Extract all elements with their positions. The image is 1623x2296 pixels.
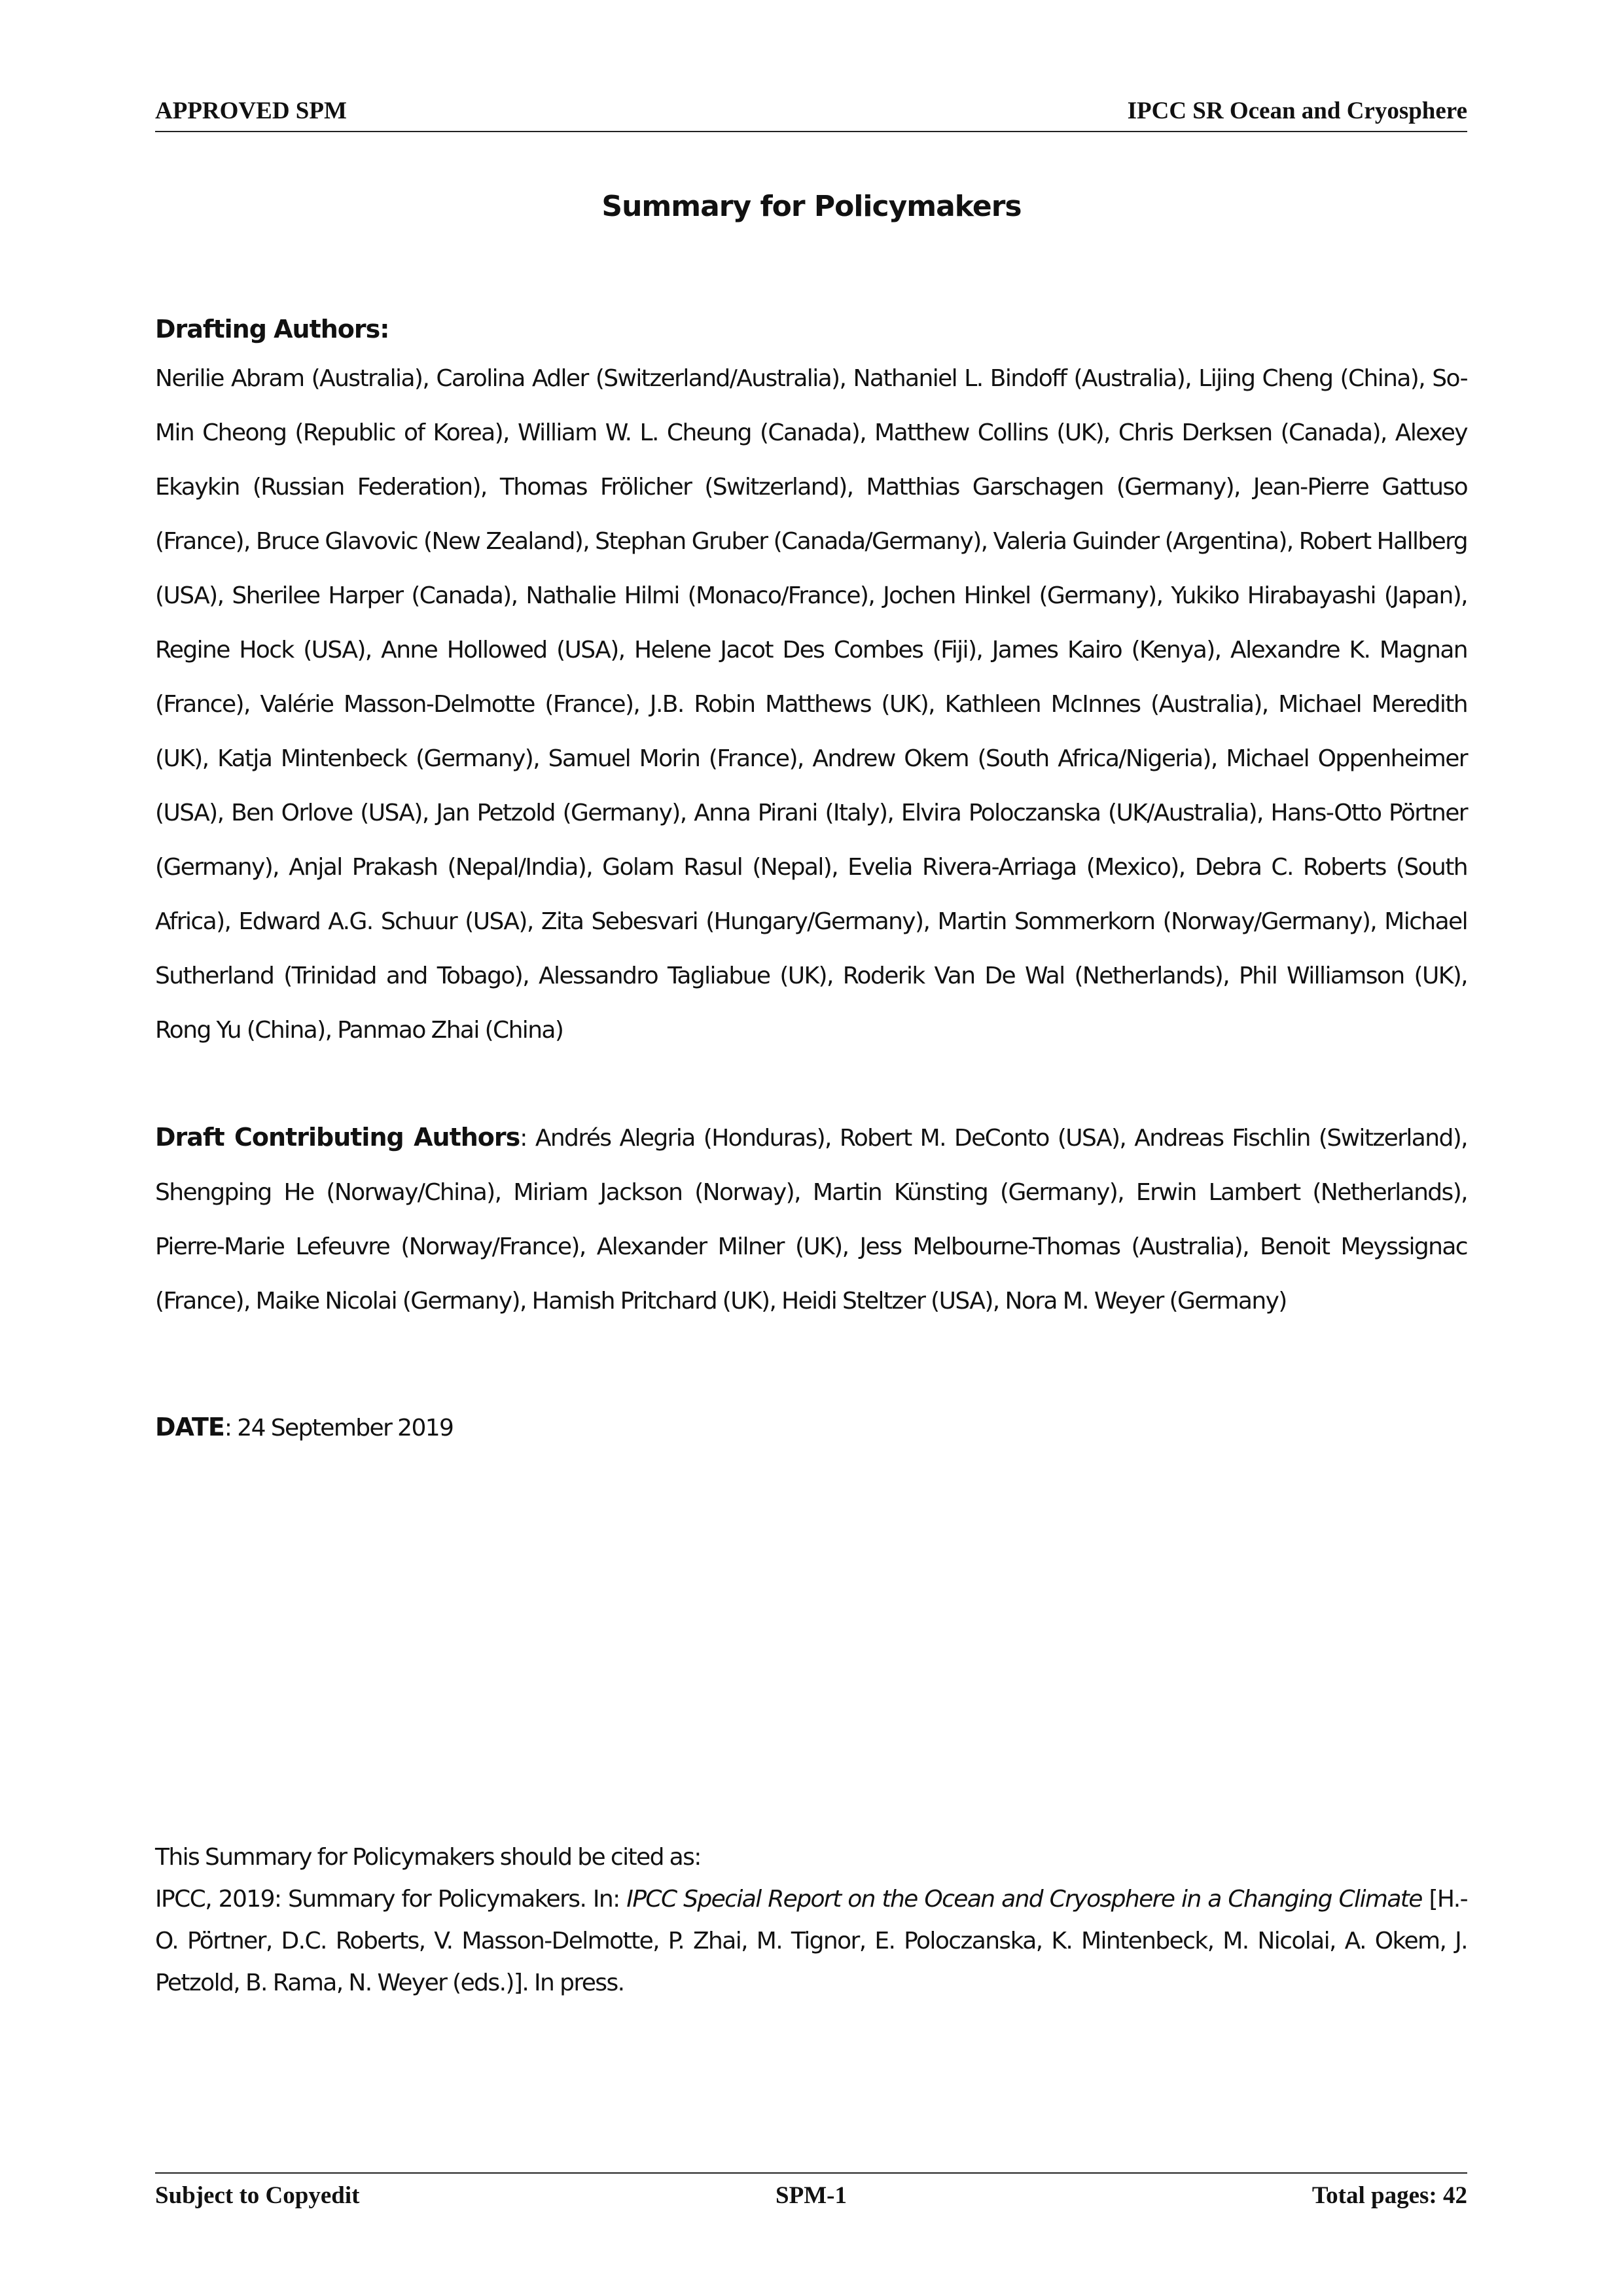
date-value: : 24 September 2019 <box>224 1415 454 1441</box>
citation-suffix: [H.-O. Pörtner, D.C. Roberts, V. Masson-Delmotte, P. Zhai, M. Tignor, E. Poloczanska, K. Mintenbeck, M. Nicolai, A. Okem, J. Petzold, B. Rama, N. Weyer (eds.)]. In press. <box>155 1886 1467 1996</box>
page-footer <box>155 2172 1467 2213</box>
contributing-authors-paragraph <box>155 1110 1467 1328</box>
drafting-authors-list: Nerilie Abram (Australia), Carolina Adler (Switzerland/Australia), Nathaniel L. Bindoff (Australia), Lijing Cheng (China), So-Min Cheong (Republic of Korea), William W. L. Cheung (Canada), Matthew Collins (UK), Chris Derksen (Canada), Alexey Ekaykin (Russian Federation), Thomas Frölicher (Switzerland), Matthias Garschagen (Germany), Jean-Pierre Gattuso (France), Bruce Glavovic (New Zealand), Stephan Gruber (Canada/Germany), Valeria Guinder (Argentina), Robert Hallberg (USA), Sherilee Harper (Canada), Nathalie Hilmi (Monaco/France), Jochen Hinkel (Germany), Yukiko Hirabayashi (Japan), Regine Hock (USA), Anne Hollowed (USA), Helene Jacot Des Combes (Fiji), James Kairo (Kenya), Alexandre K. Magnan (France), Valérie Masson-Delmotte (France), J.B. Robin Matthews (UK), Kathleen McInnes (Australia), Michael Meredith (UK), Katja Mintenbeck (Germany), Samuel Morin (France), Andrew Okem (South Africa/Nigeria), Michael Oppenheimer (USA), Ben Orlove (USA), Jan Petzold (Germany), Anna Pirani (Italy), Elvira Poloczanska (UK/Australia), Hans-Otto Pörtner (Germany), Anjal Prakash (Nepal/India), Golam Rasul (Nepal), Evelia Rivera-Arriaga (Mexico), Debra C. Roberts (South Africa), Edward A.G. Schuur (USA), Zita Sebesvari (Hungary/Germany), Martin Sommerkorn (Norway/Germany), Michael Sutherland (Trinidad and Tobago), Alessandro Tagliabue (UK), Roderik Van De Wal (Netherlands), Phil Williamson (UK), Rong Yu (China), Panmao Zhai (China) <box>155 365 1467 1044</box>
citation-intro: This Summary for Policymakers should be cited as: <box>155 1844 701 1871</box>
footer-left-text: Subject to Copyedit <box>155 2182 360 2209</box>
footer-page-number: SPM-1 <box>776 2182 847 2209</box>
contributing-authors-label: Draft Contributing Authors <box>155 1123 520 1152</box>
footer-total-pages: Total pages: 42 <box>1311 2182 1467 2209</box>
citation-text <box>155 1879 1467 2004</box>
header-right-text: IPCC SR Ocean and Cryosphere <box>1127 97 1467 124</box>
page-title: Summary for Policymakers <box>601 190 1022 223</box>
header-left-text: APPROVED SPM <box>155 97 347 124</box>
page-header <box>155 97 1467 132</box>
citation-prefix: IPCC, 2019: Summary for Policymakers. In: <box>155 1886 627 1913</box>
citation-block <box>155 1837 1467 2004</box>
drafting-authors-heading: Drafting Authors: <box>155 315 389 344</box>
contributing-authors-list: : Andrés Alegria (Honduras), Robert M. DeConto (USA), Andreas Fischlin (Switzerland), Shengping He (Norway/China), Miriam Jackson (Norway), Martin Künsting (Germany), Erwin Lambert (Netherlands), Pierre-Marie Lefeuvre (Norway/France), Alexander Milner (UK), Jess Melbourne-Thomas (Australia), Benoit Meyssignac (France), Maike Nicolai (Germany), Hamish Pritchard (UK), Heidi Steltzer (USA), Nora M. Weyer (Germany) <box>155 1125 1467 1315</box>
date-line <box>155 1400 1467 1455</box>
citation-report-title: IPCC Special Report on the Ocean and Cryosphere in a Changing Climate <box>626 1886 1422 1913</box>
date-label: DATE <box>155 1413 224 1441</box>
